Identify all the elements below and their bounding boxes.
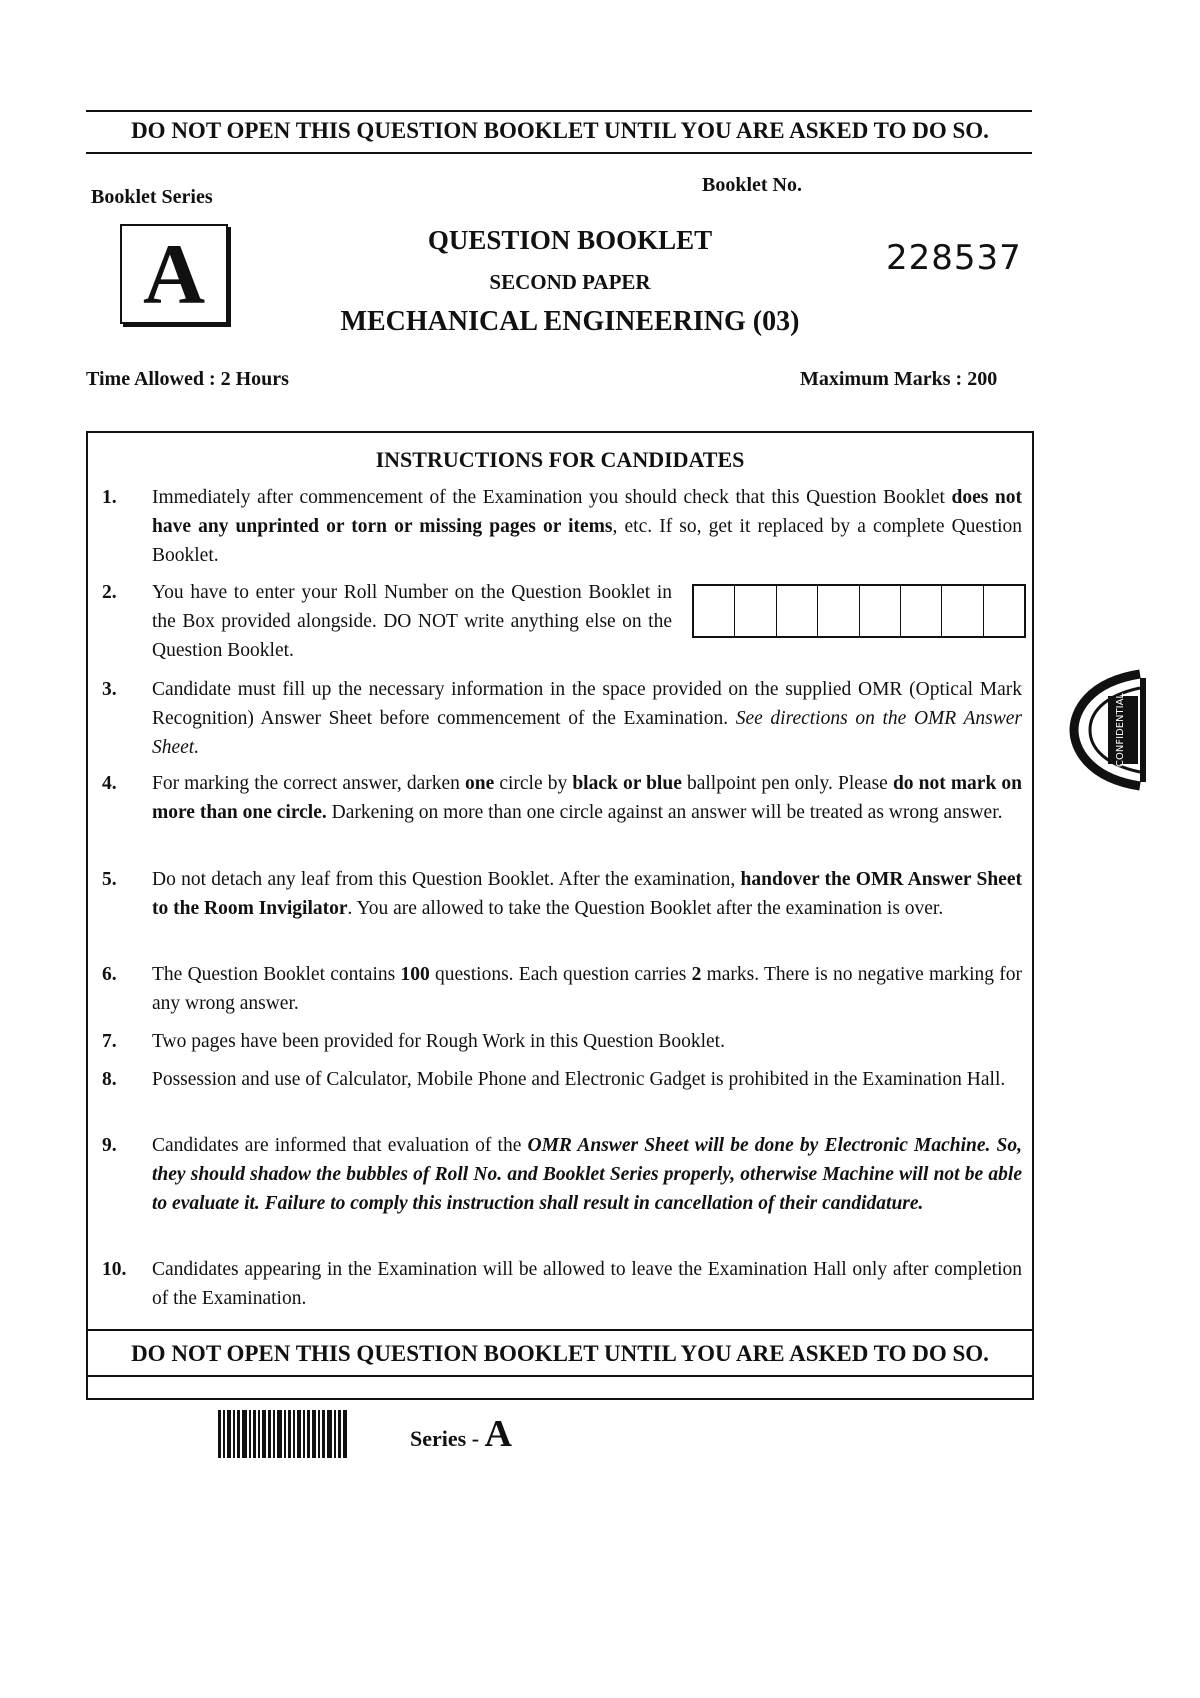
instruction-item-1: 1. Immediately after commencement of the Examination you should check that this Question Booklet does not have any unprinted or torn or missing pages or items, etc. If so, get it replaced by a complete Question Booklet. — [102, 487, 1022, 566]
bottom-warning-rule-top — [88, 1329, 1032, 1331]
bottom-warning: DO NOT OPEN THIS QUESTION BOOKLET UNTIL YOU ARE ASKED TO DO SO. — [131, 1341, 989, 1366]
top-warning: DO NOT OPEN THIS QUESTION BOOKLET UNTIL YOU ARE ASKED TO DO SO. — [131, 118, 989, 143]
paper-subtitle: SECOND PAPER — [489, 270, 651, 294]
subject-title: MECHANICAL ENGINEERING (03) — [340, 306, 800, 337]
roll-number-box[interactable] — [900, 586, 941, 636]
roll-number-box[interactable] — [694, 586, 734, 636]
instruction-item-10: 10. Candidates appearing in the Examination will be allowed to leave the Examination Hall only after completion of the Examination. — [102, 1259, 1022, 1309]
instruction-item-2: 2. You have to enter your Roll Number on the Question Booklet in the Box provided alongside. DO NOT write anything else on the Question Booklet. — [102, 578, 1022, 665]
booklet-title: QUESTION BOOKLET — [427, 225, 713, 255]
instructions-heading: INSTRUCTIONS FOR CANDIDATES — [375, 447, 745, 472]
series-footer: Series - A — [410, 1413, 512, 1455]
roll-number-box[interactable] — [734, 586, 775, 636]
top-rule-upper — [86, 110, 1032, 112]
roll-number-box[interactable] — [941, 586, 982, 636]
stamp-text: CONFIDENTIAL — [1115, 692, 1126, 768]
time-allowed: Time Allowed : 2 Hours — [86, 368, 289, 390]
booklet-no-label: Booklet No. — [702, 174, 802, 196]
roll-number-input-grid[interactable] — [692, 584, 1026, 638]
roll-number-box[interactable] — [859, 586, 900, 636]
booklet-series-box: A — [120, 224, 228, 324]
roll-number-box[interactable] — [983, 586, 1024, 636]
top-rule-lower — [86, 152, 1032, 154]
instruction-item-5: 5. Do not detach any leaf from this Question Booklet. After the examination, handover the OMR Answer Sheet to the Room Invigilator. You are allowed to take the Question Booklet after the examination is over. — [102, 869, 1022, 919]
barcode — [218, 1410, 354, 1458]
instruction-item-3: 3. Candidate must fill up the necessary information in the space provided on the supplied OMR (Optical Mark Recognition) Answer Sheet before commencement of the Examination. See directions on the OMR Answer Sheet. — [102, 679, 1022, 758]
maximum-marks: Maximum Marks : 200 — [800, 368, 998, 390]
instruction-item-9: 9. Candidates are informed that evaluation of the OMR Answer Sheet will be done by Electronic Machine. So, they should shadow the bubbles of Roll No. and Booklet Series properly, otherwise Machine will not be able to evaluate it. Failure to comply this instruction shall result in cancellation of their candidature. — [102, 1135, 1023, 1214]
booklet-number: 228537 — [886, 238, 1022, 278]
instruction-item-6: 6. The Question Booklet contains 100 questions. Each question carries 2 marks. There is no negative marking for any wrong answer. — [102, 964, 1023, 1014]
roll-number-box[interactable] — [817, 586, 858, 636]
confidential-stamp — [1068, 668, 1152, 792]
bottom-warning-rule-bottom — [88, 1375, 1032, 1377]
instruction-item-7: 7. Two pages have been provided for Rough Work in this Question Booklet. — [102, 1031, 725, 1052]
confidential-stamp-graphic — [1068, 668, 1152, 792]
instructions-box — [86, 431, 1034, 1400]
instruction-item-8: 8. Possession and use of Calculator, Mobile Phone and Electronic Gadget is prohibited in the Examination Hall. — [102, 1069, 1006, 1090]
instruction-item-4: 4. For marking the correct answer, darken one circle by black or blue ballpoint pen only. Please do not mark on more than one circle. Darkening on more than one circle against an answer will be treated as wrong answer. — [102, 773, 1023, 823]
roll-number-box[interactable] — [776, 586, 817, 636]
booklet-series-label: Booklet Series — [91, 186, 213, 208]
